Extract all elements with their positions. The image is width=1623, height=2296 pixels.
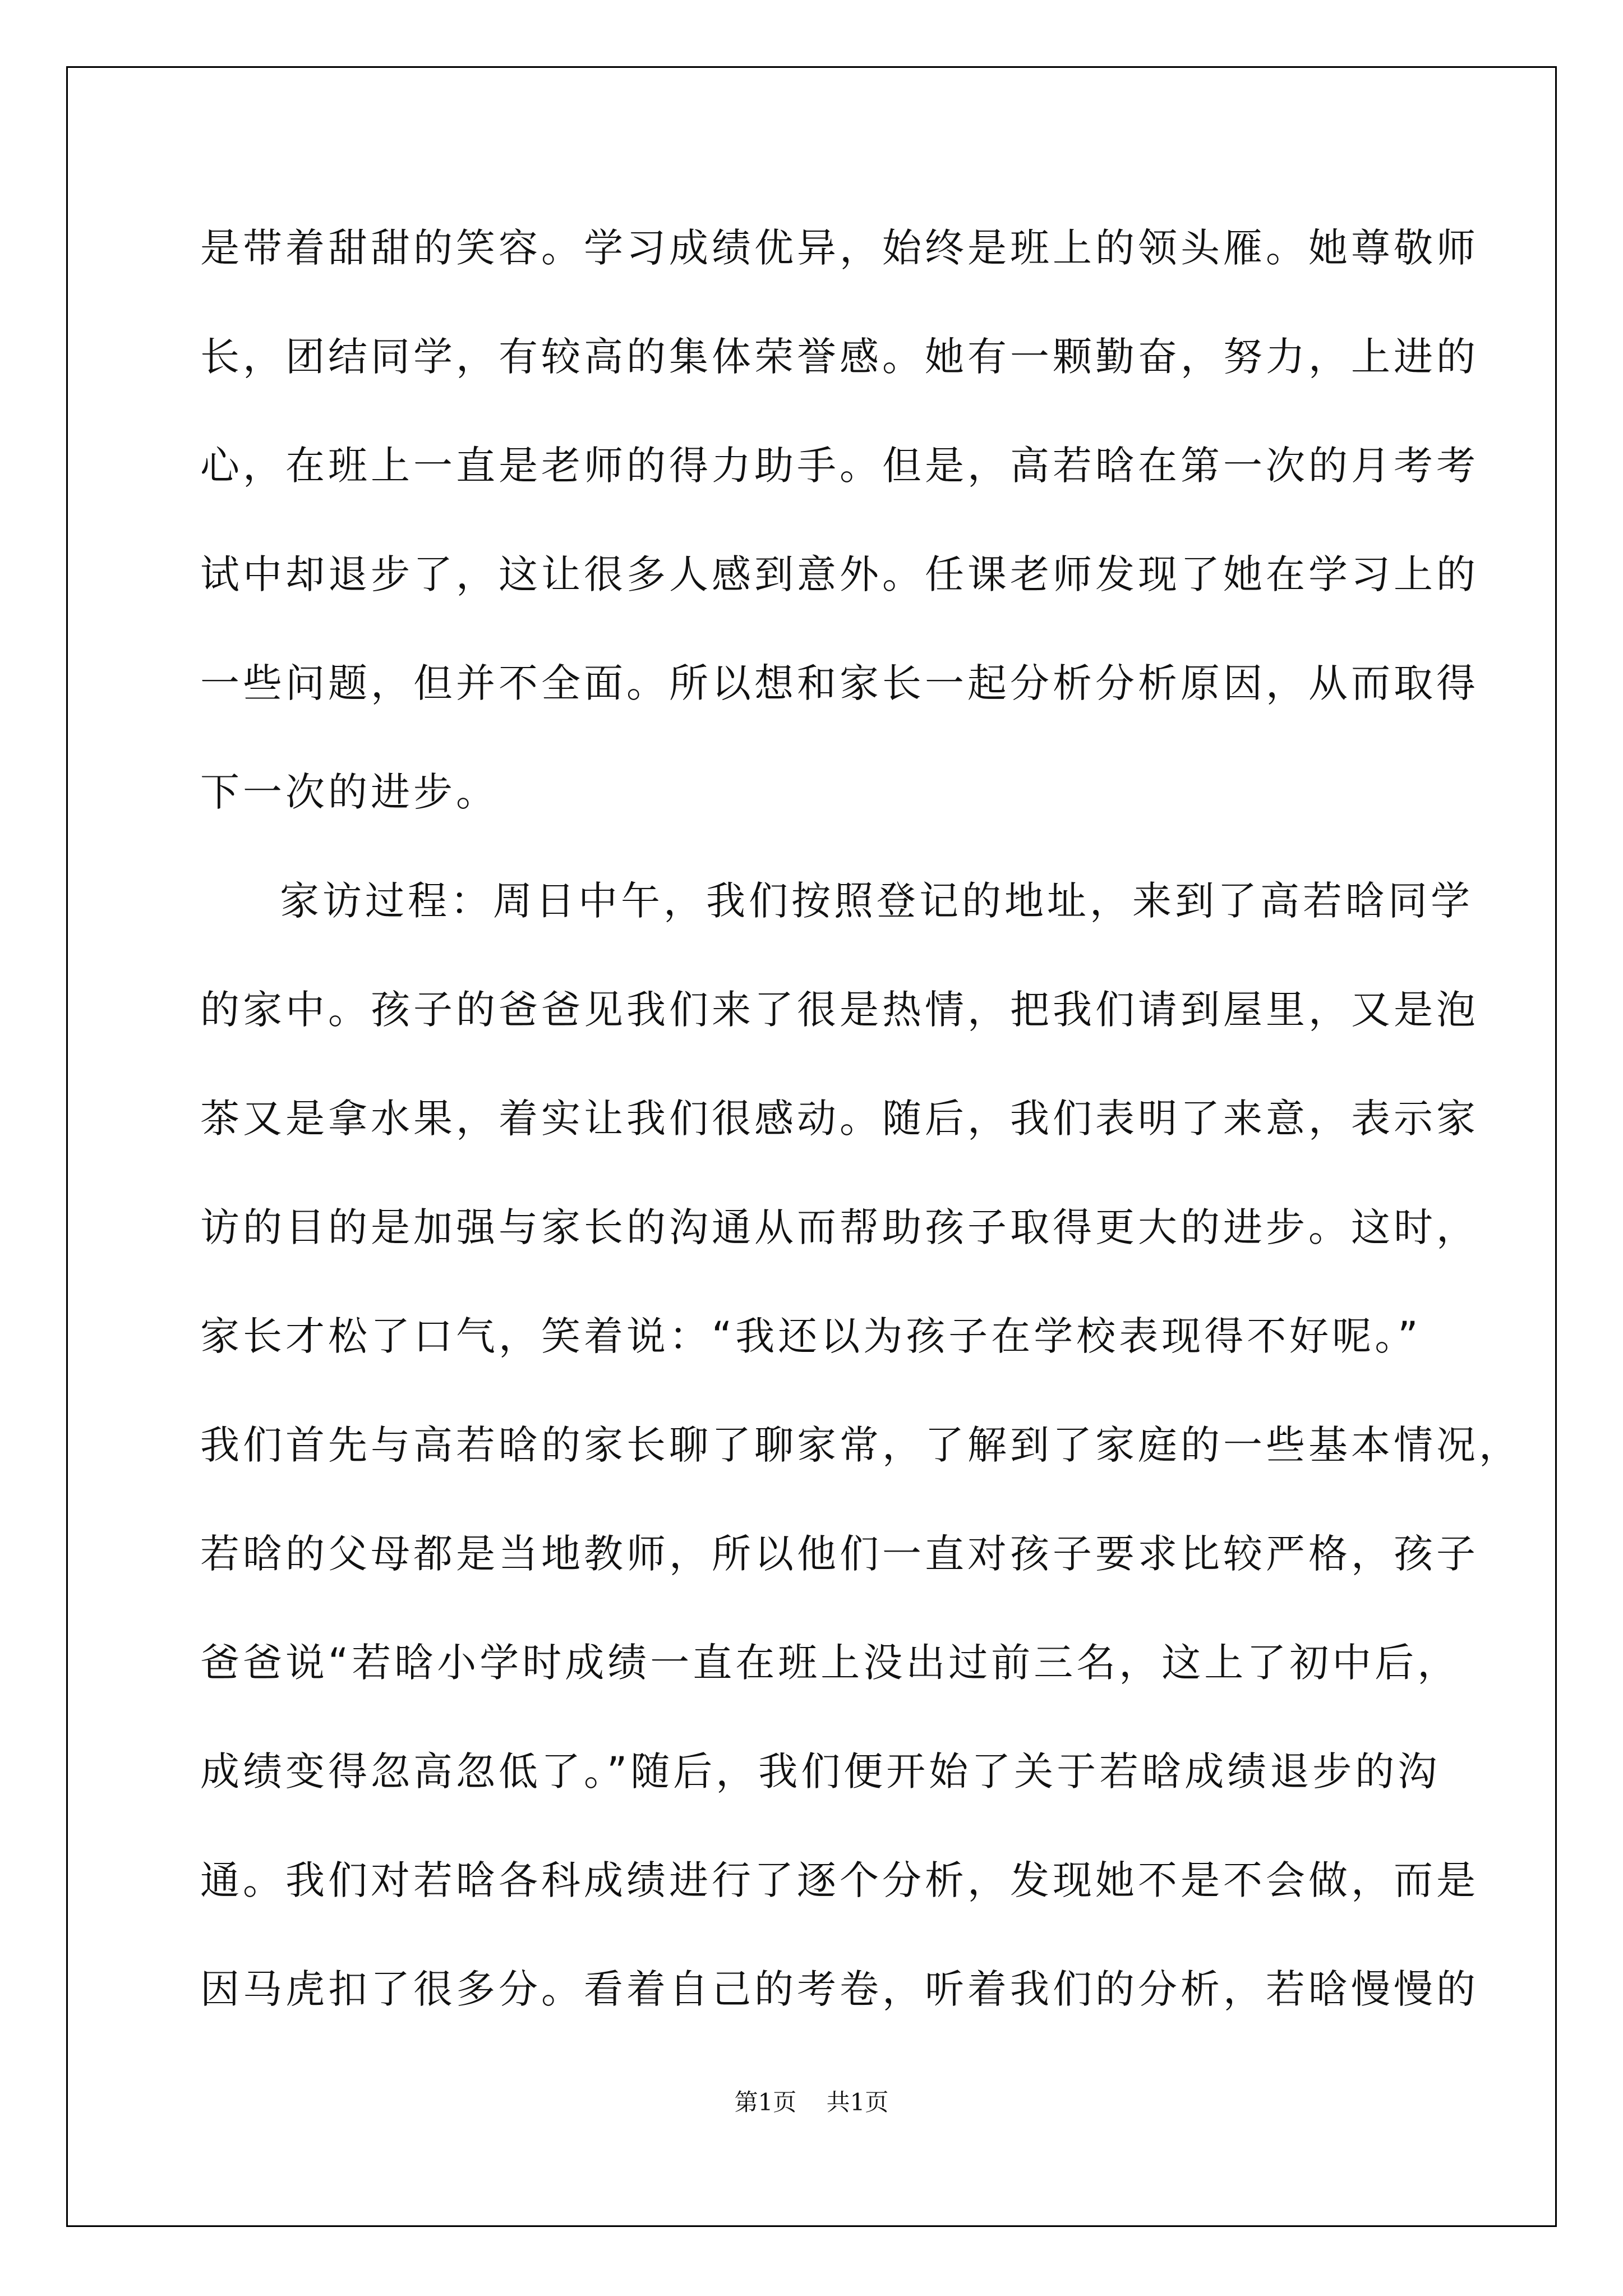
text-line: 试中却退步了，这让很多人感到意外。任课老师发现了她在学习上的 bbox=[200, 551, 1479, 597]
text-line: 家长才松了口气，笑着说：“我还以为孩子在学校表现得不好呢。” bbox=[200, 1313, 1422, 1359]
text-line: 爸爸说“若晗小学时成绩一直在班上没出过前三名，这上了初中后， bbox=[200, 1640, 1460, 1686]
text-line: 心，在班上一直是老师的得力助手。但是，高若晗在第一次的月考考 bbox=[200, 443, 1479, 489]
paragraph-start-line: 家访过程：周日中午，我们按照登记的地址，来到了高若晗同学 bbox=[280, 878, 1473, 924]
text-line: 下一次的进步。 bbox=[200, 769, 499, 815]
text-line: 通。我们对若晗各科成绩进行了逐个分析，发现她不是不会做，而是 bbox=[200, 1857, 1479, 1903]
text-line: 长，团结同学，有较高的集体荣誉感。她有一颗勤奋，努力，上进的 bbox=[200, 334, 1479, 380]
page-number-footer: 第1页 共1页 bbox=[734, 2088, 889, 2116]
text-line: 我们首先与高若晗的家长聊了聊家常，了解到了家庭的一些基本情况， bbox=[200, 1422, 1521, 1468]
text-line: 成绩变得忽高忽低了。”随后，我们便开始了关于若晗成绩退步的沟 bbox=[200, 1749, 1441, 1795]
text-line: 因马虎扣了很多分。看着自己的考卷，听着我们的分析，若晗慢慢的 bbox=[200, 1966, 1479, 2012]
text-line: 一些问题，但并不全面。所以想和家长一起分析分析原因，从而取得 bbox=[200, 660, 1479, 706]
text-line: 若晗的父母都是当地教师，所以他们一直对孩子要求比较严格，孩子 bbox=[200, 1531, 1479, 1577]
text-line: 茶又是拿水果，着实让我们很感动。随后，我们表明了来意，表示家 bbox=[200, 1096, 1479, 1142]
text-line: 是带着甜甜的笑容。学习成绩优异，始终是班上的领头雁。她尊敬师 bbox=[200, 225, 1479, 271]
text-line: 访的目的是加强与家长的沟通从而帮助孩子取得更大的进步。这时， bbox=[200, 1204, 1479, 1250]
text-line: 的家中。孩子的爸爸见我们来了很是热情，把我们请到屋里，又是泡 bbox=[200, 987, 1479, 1033]
